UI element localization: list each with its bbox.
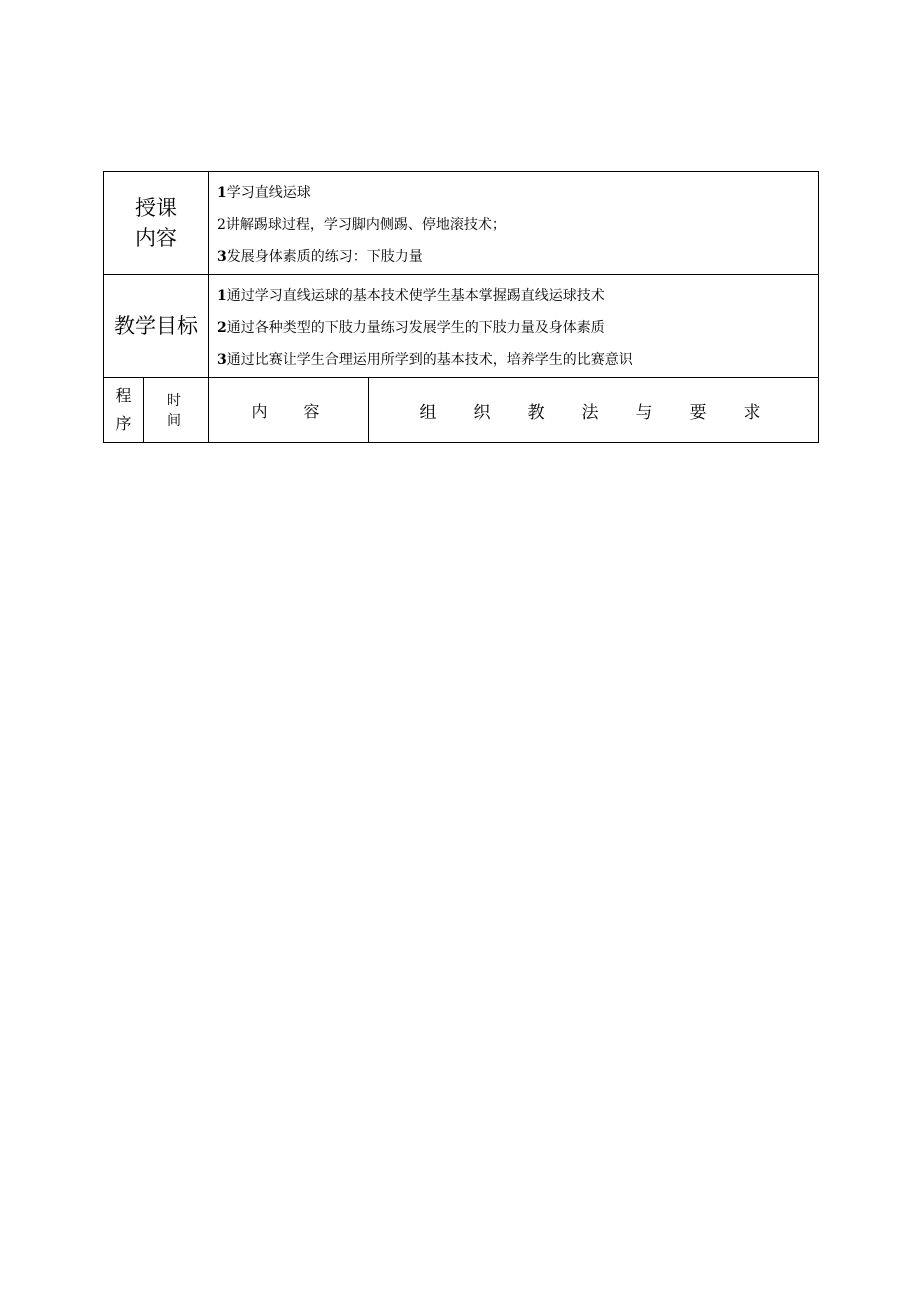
teaching-content-list <box>209 172 819 275</box>
teaching-content-label-line1: 授课 <box>135 196 177 220</box>
list-item: 1通过学习直线运球的基本技术使学生基本掌握踢直线运球技术 <box>217 288 605 304</box>
list-item: 2通过各种类型的下肢力量练习发展学生的下肢力量及身体素质 <box>217 320 605 336</box>
content-header: 内容 <box>209 378 369 443</box>
teaching-content-row <box>104 172 819 275</box>
sequence-header: 程 序 <box>104 378 144 443</box>
lesson-plan-table <box>103 171 819 443</box>
list-item: 3发展身体素质的练习：下肢力量 <box>217 249 423 265</box>
teaching-goals-row <box>104 275 819 378</box>
schedule-header-row <box>104 378 819 443</box>
teaching-content-label <box>104 172 209 275</box>
list-item: 2讲解踢球过程，学习脚内侧踢、停地滚技术； <box>217 217 506 233</box>
teaching-goals-list <box>209 275 819 378</box>
list-item: 1学习直线运球 <box>217 185 311 201</box>
method-header: 组织教法与要求 <box>369 378 819 443</box>
list-item: 3通过比赛让学生合理运用所学到的基本技术，培养学生的比赛意识 <box>217 352 633 368</box>
time-header: 时间 <box>144 378 209 443</box>
teaching-content-label-line2: 内容 <box>135 226 177 250</box>
teaching-goals-label: 教学目标 <box>104 275 209 378</box>
